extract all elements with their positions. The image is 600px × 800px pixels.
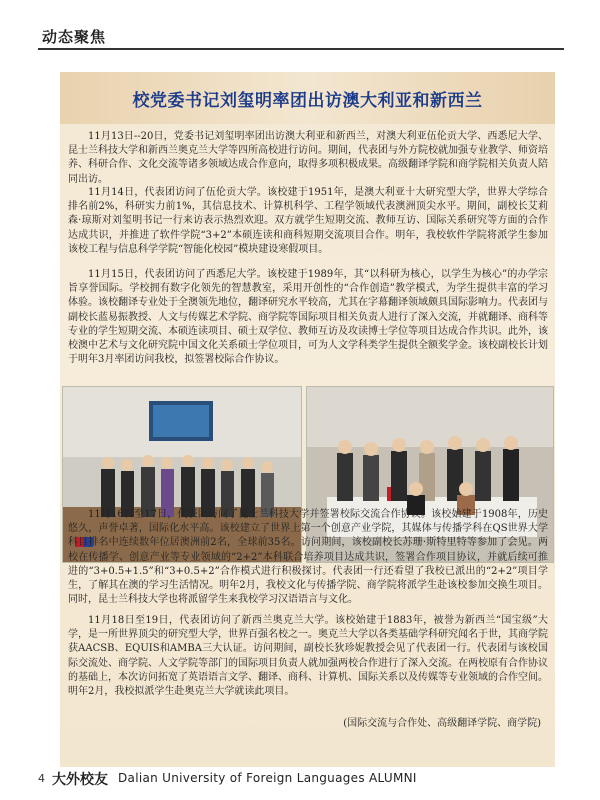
- article-headline: 校党委书记刘玺明率团出访澳大利亚和新西兰: [132, 91, 483, 111]
- section-header: [0, 0, 600, 52]
- header-rule: [38, 48, 564, 50]
- magazine-name-cn: 大外校友: [52, 772, 108, 788]
- article-credit: (国际交流与合作处、高级翻译学院、商学院): [343, 718, 541, 729]
- page-number: 4: [38, 772, 45, 785]
- headline-band: [60, 72, 555, 124]
- paragraph-4: 11月16日至17日，代表团访问了昆士兰科技大学并签署校际交流合作协议。该校始建于1908年，历史悠久，声誉卓著，国际化水平高。该校建立了世界上第一个创意产业学院，其媒体与传播学科在QS世界大学科目排名中连续数年位居澳洲前2名，全球前35名。访问期间，该校副校长苏珊·斯特里特等参加了会见。两校在传播学、创意产业等专业领域的“2+2”本科联合培养项目达成共识，签署合作项目协议，并就后续可推进的“3+0.5+1.5”和“3+0.5+2”合作模式进行积极探讨。代表团一行还看望了我校已派出的“2+2”项目学生，了解其在澳的学习生活情况。明年2月，我校文化与传播学院、商学院将派学生赴该校参加交换生项目。同时，昆士兰科技大学也将派留学生来我校学习汉语语言与文化。: [68, 509, 548, 606]
- section-title: 动态聚焦: [42, 28, 107, 46]
- article: [60, 72, 555, 767]
- paragraph-1: 11月13日--20日，党委书记刘玺明率团出访澳大利亚和新西兰，对澳大利亚伍伦贡大学、西悉尼大学、昆士兰科技大学和新西兰奥克兰大学等四所高校进行访问。期间，代表团与外方院校就加强专业教学、师资培养、科研合作、文化交流等诸多领域达成合作意向，取得多项积极成果。高级翻译学院和商学院相关负责人陪同出访。: [68, 131, 548, 185]
- paragraph-3: 11月15日，代表团访问了西悉尼大学。该校建于1989年，其“以科研为核心，以学生为核心”的办学宗旨享誉国际。学校拥有数字化领先的智慧教室，采用开创性的“合作创造”教学模式，为学生提供丰富的学习体验。该校翻译专业处于全澳领先地位，翻译研究水平较高，尤其在字幕翻译领域颇具国际影响力。代表团与副校长蓝易振教授、人文与传媒艺术学院、商学院等国际项目相关负责人进行了深入交流，并就翻译、商科等专业的学生短期交流、本硕连读项目、硕士双学位、教师互访及攻读博士学位等项目达成合作共识。此外，该校澳中艺术与文化研究院中国文化关系硕士学位项目，可为人文学科类学生提供全额奖学金。该校副校长计划于明年3月率团访问我校，拟签署校际合作协议。: [68, 269, 548, 366]
- paragraph-5: 11月18日至19日，代表团访问了新西兰奥克兰大学。该校始建于1883年，被誉为新西兰“国宝级”大学，是一所世界顶尖的研究型大学，世界百强名校之一。奥克兰大学以各类基础学科研究闻名于世，其商学院获AACSB、EQUIS和AMBA三大认证。访问期间，副校长狄珍妮教授会见了代表团一行。代表团与该校国际交流处、商学院、人文学院等部门的国际项目负责人就加强两校合作进行了深入交流。在两校原有合作协议的基础上，本次访问拓宽了英语语言文学、翻译、商科、计算机、国际关系以及传媒等专业领域的合作空间。明年2月，我校拟派学生赴奥克兰大学就读此项目。: [68, 615, 548, 698]
- page-footer: [38, 768, 564, 792]
- magazine-name-en: Dalian University of Foreign Languages ALUMNI: [118, 771, 417, 785]
- paragraph-2: 11月14日，代表团访问了伍伦贡大学。该校建于1951年，是澳大利亚十大研究型大学，世界大学综合排名前2%，科研实力前1%，其信息技术、计算机科学、工程学领域代表澳洲顶尖水平。期间，副校长艾莉森·琼斯对刘玺明书记一行来访表示热烈欢迎。双方就学生短期交流、教师互访、国际关系研究等方面的合作达成共识，并推进了软件学院“3+2”本硕连读和商科短期交流项目合作。明年，我校软件学院将派学生参加该校工程与信息科学学院“智能化校园”模块建设寒假项目。: [68, 187, 548, 255]
